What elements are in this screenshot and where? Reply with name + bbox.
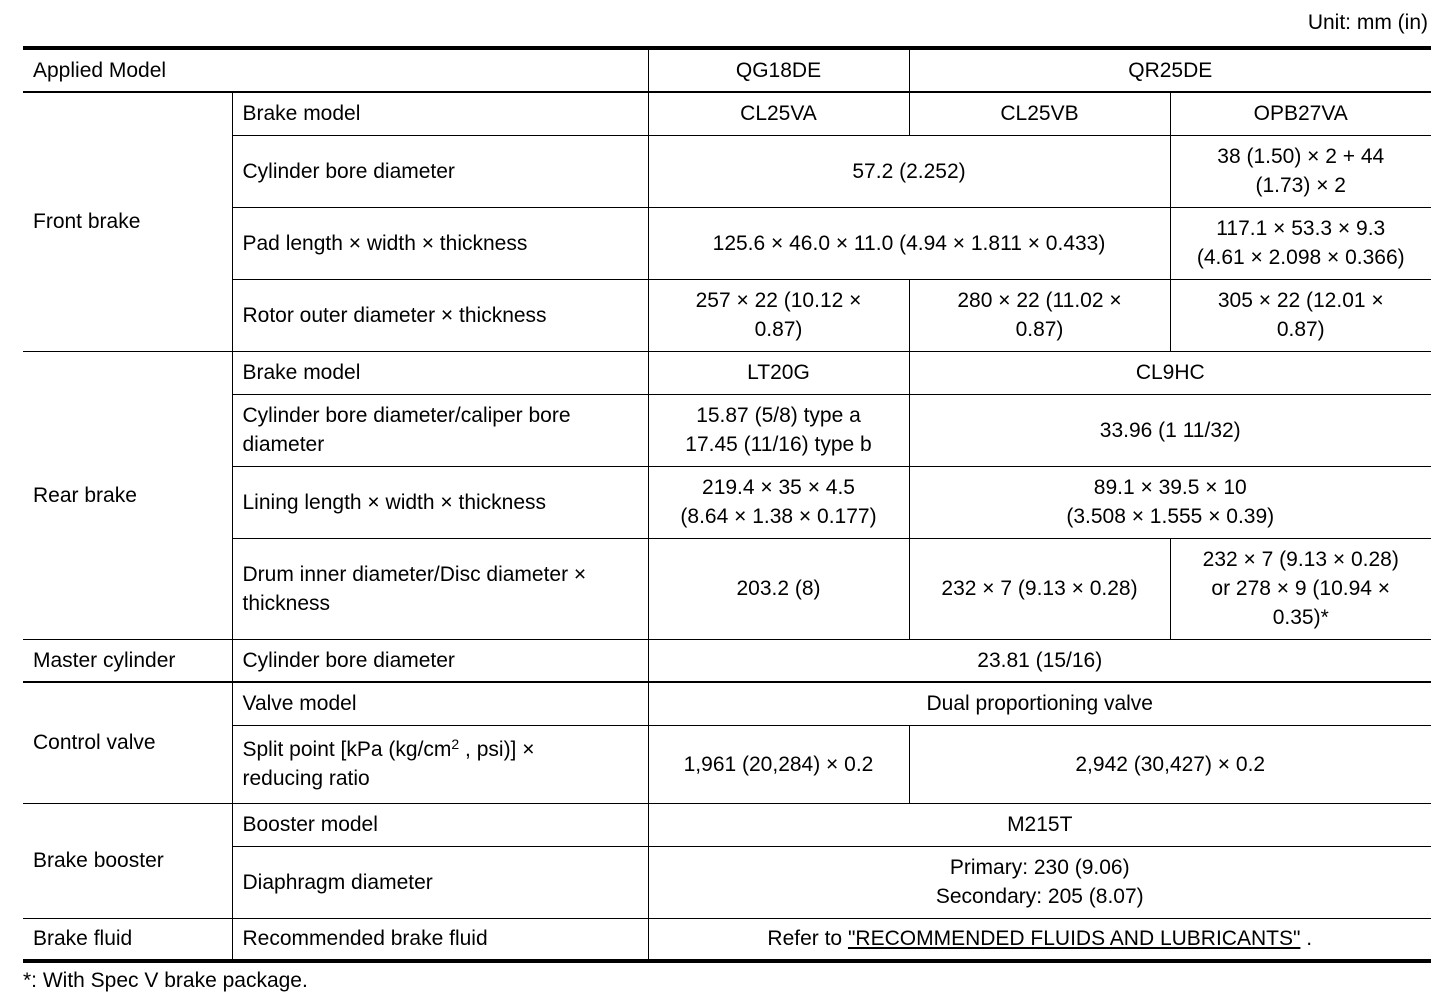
cell-line: 15.87 (5/8) type a: [696, 404, 861, 427]
cell-value: M215T: [648, 803, 1431, 846]
row-label: Brake model: [232, 92, 648, 135]
cell-line: 305 × 22 (12.01 ×: [1217, 289, 1384, 312]
row-label: Cylinder bore diameter: [232, 639, 648, 682]
cell-value: CL25VB: [909, 92, 1170, 135]
table-row: [23, 92, 1431, 135]
refer-text-end: .: [1300, 927, 1313, 951]
cell-value: [648, 846, 1431, 918]
cell-value: [1170, 538, 1431, 639]
table-row: [23, 538, 1431, 639]
cell-line: (1.73) × 2: [1255, 174, 1346, 197]
cell-value: 57.2 (2.252): [648, 135, 1170, 207]
cell-value: 2,942 (30,427) × 0.2: [909, 725, 1431, 803]
table-row: [23, 466, 1431, 538]
cell-line: (4.61 × 2.098 × 0.366): [1196, 246, 1405, 269]
table-row: [23, 135, 1431, 207]
cell-line: 232 × 7 (9.13 × 0.28): [1202, 548, 1399, 571]
cell-value: LT20G: [648, 351, 909, 394]
cell-line: Primary: 230 (9.06): [949, 856, 1130, 879]
table-row: [23, 279, 1431, 351]
cell-value: 23.81 (15/16): [648, 639, 1431, 682]
brake-booster-group: Brake booster: [23, 803, 232, 918]
cell-value: [1170, 207, 1431, 279]
cell-line: 0.87): [1015, 318, 1064, 341]
control-valve-group: Control valve: [23, 682, 232, 803]
row-label: Recommended brake fluid: [232, 918, 648, 961]
cell-line: , psi)] ×: [459, 738, 535, 761]
row-label: Booster model: [232, 803, 648, 846]
row-label: [232, 725, 648, 803]
cell-value: [1170, 135, 1431, 207]
cell-line: 89.1 × 39.5 × 10: [1093, 476, 1247, 499]
cell-line: diameter: [242, 433, 325, 456]
cell-value: 125.6 × 46.0 × 11.0 (4.94 × 1.811 × 0.433): [648, 207, 1170, 279]
cell-value: [648, 918, 1431, 961]
cell-line: Secondary: 205 (8.07): [935, 885, 1144, 908]
row-label: Valve model: [232, 682, 648, 725]
row-label: Rotor outer diameter × thickness: [232, 279, 648, 351]
row-label: Lining length × width × thickness: [232, 466, 648, 538]
cell-line: 117.1 × 53.3 × 9.3: [1216, 217, 1386, 240]
table-row: [23, 394, 1431, 466]
table-row: [23, 918, 1431, 961]
cell-line: Split point [kPa (kg/cm: [242, 738, 452, 761]
cell-value: CL25VA: [648, 92, 909, 135]
cell-value: 232 × 7 (9.13 × 0.28): [909, 538, 1170, 639]
cell-line: (8.64 × 1.38 × 0.177): [680, 505, 877, 528]
table-row: [23, 803, 1431, 846]
table-row: [23, 846, 1431, 918]
table-row: [23, 682, 1431, 725]
row-label: Brake model: [232, 351, 648, 394]
qg18de-header: QG18DE: [648, 48, 909, 92]
cell-value: 1,961 (20,284) × 0.2: [648, 725, 909, 803]
rear-brake-group: Rear brake: [23, 351, 232, 639]
cell-line: 280 × 22 (11.02 ×: [957, 289, 1122, 312]
row-label: Pad length × width × thickness: [232, 207, 648, 279]
cell-line: 0.87): [754, 318, 803, 341]
cell-value: [648, 466, 909, 538]
cell-line: 0.87): [1276, 318, 1325, 341]
row-label: Cylinder bore diameter: [232, 135, 648, 207]
cell-line: (3.508 × 1.555 × 0.39): [1066, 505, 1275, 528]
cell-value: [648, 279, 909, 351]
cell-line: 17.45 (11/16) type b: [685, 433, 872, 456]
master-cylinder-group: Master cylinder: [23, 639, 232, 682]
cell-value: [909, 279, 1170, 351]
header-row: [23, 48, 1431, 92]
cell-line: 0.35)*: [1272, 606, 1329, 629]
recommended-fluids-link[interactable]: "RECOMMENDED FLUIDS AND LUBRICANTS": [847, 927, 1301, 951]
refer-text: Refer to: [767, 927, 848, 951]
cell-value: Dual proportioning valve: [648, 682, 1431, 725]
cell-line: Drum inner diameter/Disc diameter ×: [242, 562, 587, 586]
table-row: [23, 725, 1431, 803]
cell-value: OPB27VA: [1170, 92, 1431, 135]
front-brake-group: Front brake: [23, 92, 232, 351]
superscript: 2: [451, 736, 460, 752]
cell-line: Cylinder bore diameter/caliper bore: [242, 404, 571, 427]
unit-label: Unit: mm (in): [1307, 11, 1428, 34]
brake-spec-table: [23, 46, 1431, 963]
footnote: *: With Spec V brake package.: [23, 969, 308, 992]
cell-value: [909, 466, 1431, 538]
row-label: Diaphragm diameter: [232, 846, 648, 918]
cell-line: or 278 × 9 (10.94 ×: [1211, 577, 1391, 600]
cell-line: 257 × 22 (10.12 ×: [695, 289, 862, 312]
table-row: [23, 207, 1431, 279]
qr25de-header: QR25DE: [909, 48, 1431, 92]
applied-model-header: Applied Model: [23, 48, 648, 92]
table-row: [23, 351, 1431, 394]
table-row: [23, 639, 1431, 682]
cell-line: thickness: [242, 591, 331, 615]
cell-value: [1170, 279, 1431, 351]
cell-value: 203.2 (8): [648, 538, 909, 639]
cell-line: reducing ratio: [242, 767, 370, 790]
brake-fluid-group: Brake fluid: [23, 918, 232, 961]
row-label: [232, 538, 648, 639]
cell-line: 38 (1.50) × 2 + 44: [1217, 145, 1385, 168]
cell-line: 219.4 × 35 × 4.5: [702, 476, 855, 499]
cell-value: CL9HC: [909, 351, 1431, 394]
row-label: [232, 394, 648, 466]
cell-value: 33.96 (1 11/32): [909, 394, 1431, 466]
cell-value: [648, 394, 909, 466]
